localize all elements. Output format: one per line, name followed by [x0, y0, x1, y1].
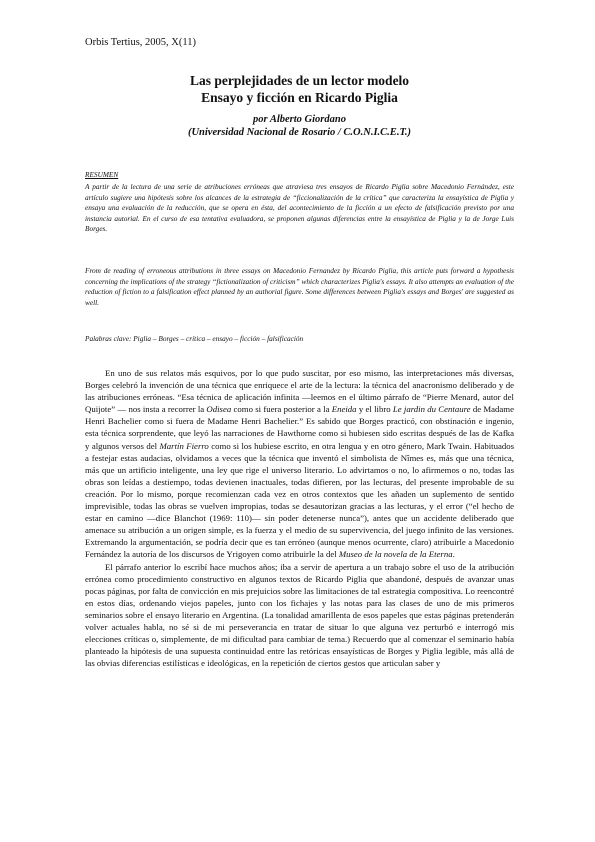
- journal-reference: Orbis Tertius, 2005, X(11): [85, 37, 196, 48]
- p1-title-jardin: Le jardin du Centaure: [392, 404, 471, 415]
- title-line-2: Ensayo y ficción en Ricardo Piglia: [201, 90, 398, 105]
- body-paragraph-1: [85, 367, 514, 561]
- p1-text-d: de Madame Henri Bachelier como si fuera de Madame Henri Bachelier.” Es sabido que Borges practicó, con obstinación e ingenio, esta técnica sorprendente, que leyó las narraciones de Hawthorne como si hubiesen sido escritas después de las de Kafka y algunos versos del: [85, 404, 514, 451]
- p1-title-martin-fierro: Martín Fierro: [159, 440, 209, 451]
- author-name: por Alberto Giordano: [253, 114, 346, 125]
- p1-text-f: .: [452, 549, 455, 560]
- p1-title-museo: Museo de la novela de la Eterna: [338, 549, 453, 560]
- p1-text-a: En uno de sus relatos más esquivos, por lo que pudo suscitar, por eso mismo, las interpretaciones más diversas, Borges celebró la invención de una técnica que enriquece el arte de la lectura: la técnica del anacronismo deliberado y de las atribuciones erróneas. “Esa técnica de aplicación infinita —leemos en el último párrafo de “Pierre Menard, autor del Quijote” — nos insta a recorrer la: [85, 368, 514, 415]
- article-body: [85, 367, 514, 669]
- p1-text-e: como si los hubiese escrito, en otra lengua y en otro género, Mark Twain. Habituados a festejar estas audacias, olvidamos a veces que la técnica que inventó el simbolista de Nîmes es, más que una técnica, más que un artificio inteligente, una ley que rige el universo literario. Lo advirtamos o no, lo afirmemos o no, todas las obras son leídas a destiempo, todas devienen inactuales, todas difieren, por las lecturas, del presente improbable de su creación. Por lo mismo, porque recomienzan cada vez en otros contextos que les añaden un suplemento de sentido imprevisible, todas las obras se vuelven impropias, todas se desautorizan gracias a las lecturas, y el error (“el hecho de estar en camino —dice Blanchot (1969: 110)— sin poder detenerse nunca”), antes que un accidente deliberado que amenace su atribución a un origen simple, es la fuerza y el medio de su supervivencia, del juego infinito de las versiones. Extremando la argumentación, se podría decir que es tan erróneo (aunque menos ocurrente, claro) atribuirle a Macedonio Fernández la autoría de los discursos de Yrigoyen como atribuirle la del: [85, 440, 514, 560]
- keywords: Palabras clave: Piglia – Borges – crítica – ensayo – ficción – falsificación: [85, 334, 304, 343]
- title-line-1: Las perplejidades de un lector modelo: [189, 73, 410, 88]
- p1-title-eneida: Eneida: [331, 404, 357, 415]
- abstract-spanish: A partir de la lectura de una serie de atribuciones erróneas que atraviesa tres ensayos de Ricardo Piglia sobre Macedonio Fernández, este artículo sugiere una hipótesis sobre los alcances de la estrategia de “ficcionalización de la crítica” que caracteriza la ensayística de Piglia y ensaya una evaluación de la reducción, que se opera en ésta, del acontecimiento de la ficción a un efecto de falsificación previsto por una instancia autorial. En el curso de esa tentativa evaluadora, se proponen algunas diferencias entre la ensayística de Piglia y la de Jorge Luis Borges.: [85, 182, 514, 234]
- author-affiliation: (Universidad Nacional de Rosario / C.O.N.I.C.E.T.): [187, 127, 412, 138]
- abstract-heading: RESUMEN: [85, 170, 119, 179]
- body-paragraph-2: El párrafo anterior lo escribí hace muchos años; iba a servir de apertura a un trabajo sobre el uso de la atribución errónea como procedimiento constructivo en algunos textos de Ricardo Piglia que abandoné, después de avanzar unas pocas páginas, por falta de convicción en mis prejuicios sobre las limitaciones de tal estrategia compositiva. Lo reencontré en estos días, ordenando viejos papeles, junto con los fichajes y las notas para las clases de uno de mis primeros seminarios sobre el ensayo literario en Argentina. (La tonalidad amarillenta de esos papeles que estas páginas pretenderán volver actuales habla, no sé si de mi perseverancia en tratar de situar lo que alguna vez perturbó e interrogó mis elecciones críticas o, simplemente, de mi dificultad para cambiar de tema.) Recuerdo que al comenzar el seminario había planteado la hipótesis de una supuesta continuidad entre las retóricas ensayísticas de Borges y Piglia legible, más allá de las obvias diferencias estilísticas e ideológicas, en la repetición de ciertos gestos que articulan saber y: [85, 561, 514, 669]
- p1-text-c: y el libro: [356, 404, 393, 415]
- p1-title-odisea: Odisea: [206, 404, 232, 415]
- author-block: [85, 113, 514, 139]
- abstract-english: From de reading of erroneous attributions in three essays on Macedonio Fernandez by Ricardo Piglia, this article puts forward a hypothesis concerning the implications of the strategy “fictionalization of criticism” which characterizes Piglia's essays. It also attempts an evaluation of the reduction of fiction to a falsification effect planned by an authorial figure. Some differences between Piglia's essays and Borges' are suggested as well.: [85, 266, 514, 307]
- article-title: [85, 72, 514, 106]
- p1-text-b: como si fuera posterior a la: [231, 404, 332, 415]
